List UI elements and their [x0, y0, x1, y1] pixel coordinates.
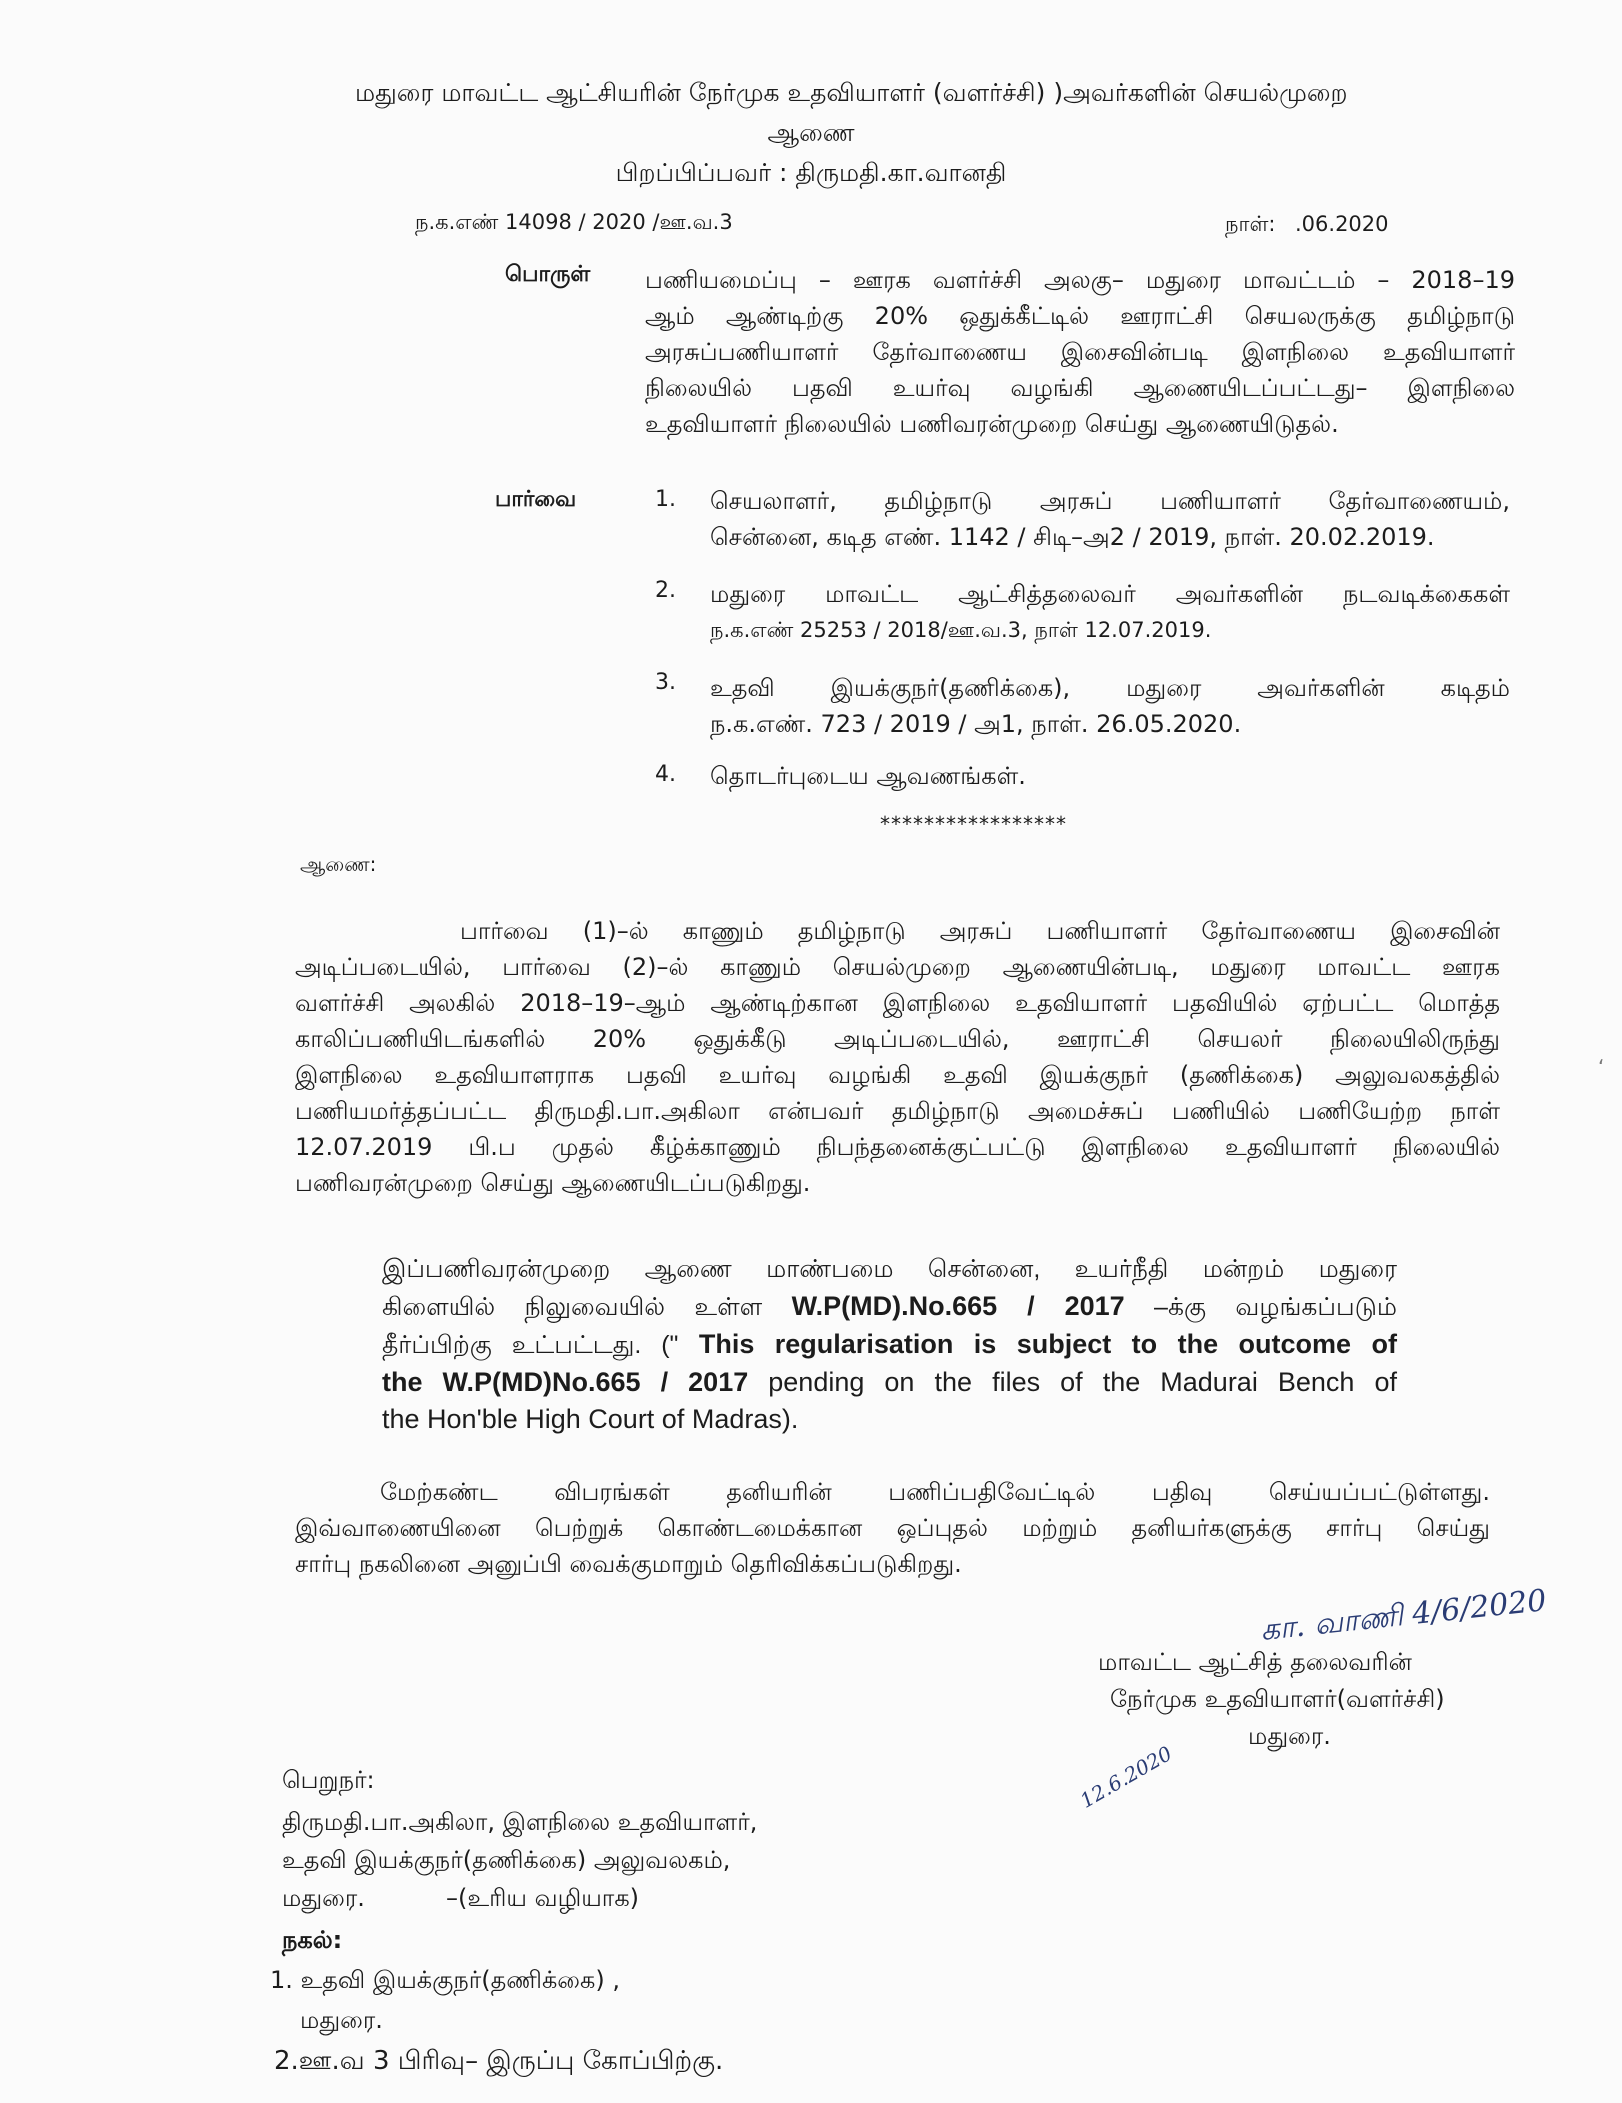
reference-item-3	[710, 670, 1510, 742]
references-label: பார்வை	[495, 487, 577, 512]
reference-number: ந.க.எண் 14098 / 2020 /ஊ.வ.3	[415, 210, 733, 234]
text-run: தீர்ப்பிற்கு உட்பட்டது. ("	[382, 1331, 679, 1359]
date-value: .06.2020	[1295, 212, 1389, 236]
copy-line3: 2.ஊ.வ 3 பிரிவு– இருப்பு கோப்பிற்கு.	[274, 2046, 724, 2076]
reference-line: சென்னை, கடித எண். 1142 / சிடி–அ2 / 2019, நாள். 20.02.2019.	[710, 523, 1435, 551]
order-line: பார்வை (1)–ல் காணும் தமிழ்நாடு அரசுப் பணியாளர் தேர்வாணைய இசைவின்	[460, 917, 1500, 945]
scan-mark: ʻ	[1598, 1055, 1605, 1079]
order-line: மேற்கண்ட விபரங்கள் தனியரின் பணிப்பதிவேட்டில் பதிவு செய்யப்பட்டுள்ளது.	[380, 1478, 1490, 1506]
copy-label: நகல்:	[282, 1926, 343, 1954]
order-line	[382, 1364, 1397, 1401]
reference-number-3: 3.	[655, 670, 676, 695]
order-line: இவ்வாணையினை பெற்றுக் கொண்டமைக்கான ஒப்புதல் மற்றும் தனியர்களுக்கு சார்பு செய்து	[295, 1514, 1490, 1542]
copy-line2: மதுரை.	[300, 2006, 383, 2034]
handwritten-signature: கா. வாணி 4/6/2020	[1258, 1583, 1549, 1648]
order-line: பணியமர்த்தப்பட்ட திருமதி.பா.அகிலா என்பவர் தமிழ்நாடு அமைச்சுப் பணியில் பணியேற்ற நாள்	[295, 1097, 1500, 1125]
copy-line1: 1. உதவி இயக்குநர்(தணிக்கை) ,	[270, 1966, 620, 1994]
order-line: காலிப்பணியிடங்களில் 20% ஒதுக்கீடு அடிப்படையில், ஊராட்சி செயலர் நிலையிலிருந்து	[295, 1025, 1500, 1053]
recipient-line2: உதவி இயக்குநர்(தணிக்கை) அலுவலகம்,	[282, 1846, 731, 1874]
reference-item-1	[710, 483, 1510, 555]
case-number: W.P(MD).No.665 / 2017	[791, 1291, 1125, 1321]
order-line: 12.07.2019 பி.ப முதல் கீழ்க்காணும் நிபந்தனைக்குட்பட்டு இளநிலை உதவியாளர் நிலையில்	[295, 1133, 1500, 1161]
document-title-line2: ஆணை	[767, 118, 855, 147]
case-number: the W.P(MD)No.665 / 2017	[382, 1367, 749, 1397]
order-line: அடிப்படையில், பார்வை (2)–ல் காணும் செயல்முறை ஆணையின்படி, மதுரை மாவட்ட ஊரக	[295, 953, 1500, 981]
reference-number-2: 2.	[655, 578, 676, 603]
order-paragraph-1	[295, 913, 1500, 1201]
reference-line: ந.க.எண். 723 / 2019 / அ1, நாள். 26.05.2020.	[710, 710, 1242, 738]
handwritten-initials: 12.6.2020	[1075, 1741, 1176, 1813]
subject-label: பொருள்	[505, 262, 591, 287]
order-line: வளர்ச்சி அலகில் 2018–19–ஆம் ஆண்டிற்கான இளநிலை உதவியாளர் பதவியில் ஏற்பட்ட மொத்த	[295, 989, 1500, 1017]
reference-item-2	[710, 576, 1510, 648]
recipient-label: பெறுநர்:	[282, 1766, 375, 1794]
order-line	[382, 1326, 1397, 1364]
subject-line: நிலையில் பதவி உயர்வு வழங்கி ஆணையிடப்பட்டது– இளநிலை	[645, 374, 1515, 402]
recipient-line1: திருமதி.பா.அகிலா, இளநிலை உதவியாளர்,	[282, 1808, 758, 1836]
order-line: சார்பு நகலினை அனுப்பி வைக்குமாறும் தெரிவிக்கப்படுகிறது.	[295, 1550, 962, 1578]
order-line: இளநிலை உதவியாளராக பதவி உயர்வு வழங்கி உதவி இயக்குநர் (தணிக்கை) அலுவலகத்தில்	[295, 1061, 1500, 1089]
reference-number-4: 4.	[655, 762, 676, 787]
text-run: pending on the files of the Madurai Bench of	[748, 1367, 1397, 1397]
order-line: இப்பணிவரன்முறை ஆணை மாண்பமை சென்னை, உயர்நீதி மன்றம் மதுரை	[382, 1255, 1397, 1283]
order-paragraph-2	[382, 1251, 1397, 1438]
subject-line: ஆம் ஆண்டிற்கு 20% ஒதுக்கீட்டில் ஊராட்சி செயலருக்கு தமிழ்நாடு	[645, 302, 1515, 330]
subject-text	[645, 262, 1515, 442]
order-line	[382, 1288, 1397, 1326]
reference-line: மதுரை மாவட்ட ஆட்சித்தலைவர் அவர்களின் நடவடிக்கைகள்	[710, 580, 1510, 608]
text-run: This regularisation is subject to the outcome of	[678, 1329, 1397, 1359]
recipient-place: மதுரை.	[282, 1884, 365, 1912]
signatory-office: நேர்முக உதவியாளர்(வளர்ச்சி)	[1110, 1685, 1445, 1713]
reference-number-1: 1.	[655, 487, 676, 512]
subject-line: உதவியாளர் நிலையில் பணிவரன்முறை செய்து ஆணையிடுதல்.	[645, 410, 1339, 438]
order-heading: ஆணை:	[300, 852, 377, 876]
document-title-line1: மதுரை மாவட்ட ஆட்சியரின் நேர்முக உதவியாளர் (வளர்ச்சி) )அவர்களின் செயல்முறை	[355, 78, 1348, 107]
text-run: –க்கு வழங்கப்படும்	[1124, 1293, 1398, 1321]
text-run: கிளையில் நிலுவையில் உள்ள	[382, 1293, 792, 1321]
reference-item-4: தொடர்புடைய ஆவணங்கள்.	[710, 762, 1026, 790]
recipient-channel: –(உரிய வழியாக)	[446, 1884, 640, 1912]
signatory-place: மதுரை.	[1248, 1722, 1331, 1750]
date-label: நாள்:	[1225, 212, 1276, 236]
reference-line: செயலாளர், தமிழ்நாடு அரசுப் பணியாளர் தேர்வாணையம்,	[710, 487, 1510, 515]
signatory-designation: மாவட்ட ஆட்சித் தலைவரின்	[1098, 1648, 1412, 1676]
subject-line: பணியமைப்பு – ஊரக வளர்ச்சி அலகு– மதுரை மாவட்டம் – 2018–19	[645, 266, 1515, 294]
reference-line: உதவி இயக்குநர்(தணிக்கை), மதுரை அவர்களின் கடிதம்	[710, 674, 1510, 702]
order-line: the Hon'ble High Court of Madras).	[382, 1404, 799, 1434]
separator: *****************	[880, 812, 1067, 836]
issuer-line: பிறப்பிப்பவர் : திருமதி.கா.வானதி	[615, 158, 1007, 187]
order-line: பணிவரன்முறை செய்து ஆணையிடப்படுகிறது.	[295, 1169, 811, 1197]
reference-line: ந.க.எண் 25253 / 2018/ஊ.வ.3, நாள் 12.07.2019.	[710, 618, 1212, 642]
subject-line: அரசுப்பணியாளர் தேர்வாணைய இசைவின்படி இளநிலை உதவியாளர்	[645, 338, 1515, 366]
order-paragraph-3	[295, 1474, 1490, 1582]
